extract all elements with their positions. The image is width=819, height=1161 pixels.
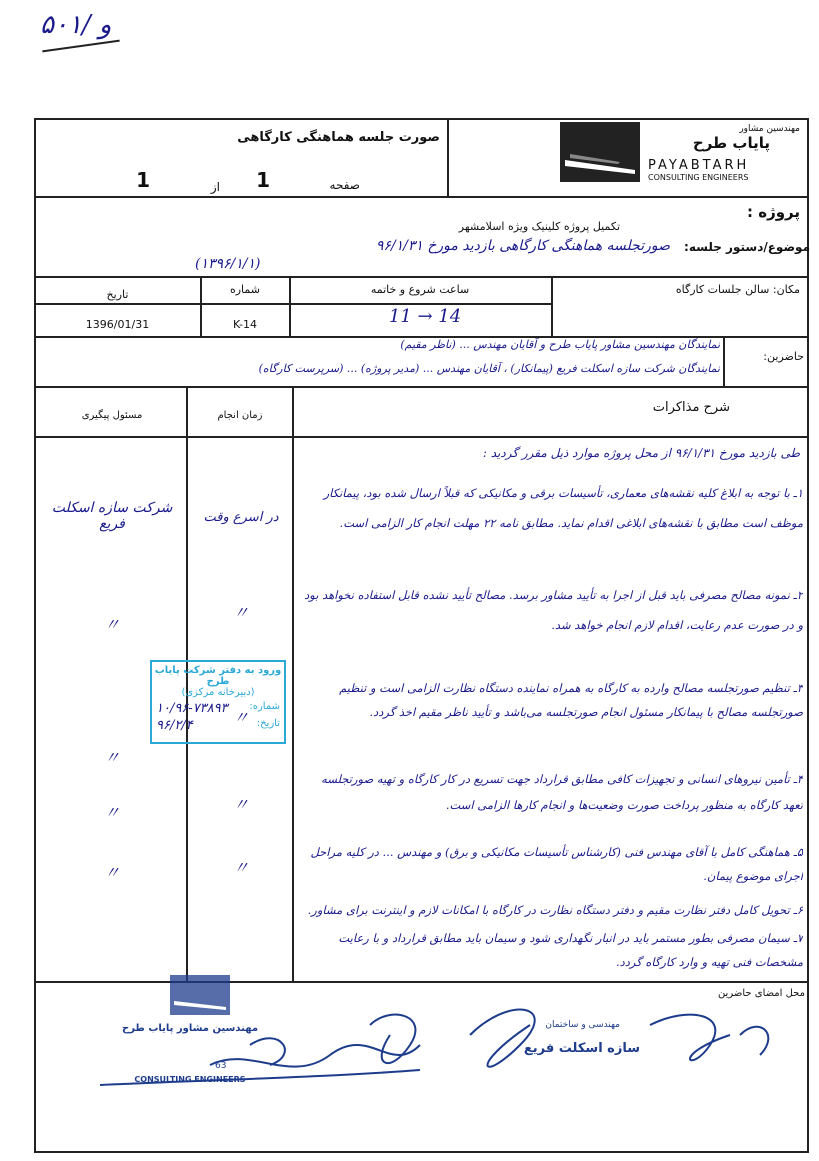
signature-7	[100, 1070, 420, 1085]
responsible-3: 〃	[103, 748, 120, 767]
receipt-date-label: تاریخ:	[256, 718, 280, 729]
time-value: 11 → 14	[388, 306, 462, 327]
responsible-1: شرکت سازه اسکلت فریع	[51, 500, 173, 532]
receipt-date-value: ۹۶/۲/۴	[156, 718, 193, 733]
responsible-4: 〃	[103, 803, 120, 822]
company-logo	[560, 122, 640, 182]
discussion-item-2: ۲ـ نمونه مصالح مصرفی باید قبل از اجرا به تأیید مشاور برسد. مصالح تأیید نشده قابل استفاده نخواهد بود و در صورت عدم رعایت، اقدام لازم انجام خواهد شد.	[304, 588, 803, 632]
table-header-bottom	[34, 436, 809, 438]
company-top: مهندسین مشاور	[739, 124, 800, 134]
page-label: صفحه	[329, 178, 360, 192]
number-value: K-14	[232, 318, 258, 331]
attendees-label: حاضرین:	[763, 350, 804, 363]
discussion-item-5: ۵ـ هماهنگی کامل با آقای مهندس فنی (کارشناس تأسیسات مکانیکی و برق) و مهندس ... در کلیه مراحل اجرای موضوع پیمان.	[310, 845, 803, 883]
responsible-2: 〃	[103, 615, 120, 634]
header-divider-v	[447, 118, 449, 198]
deadline-2: 〃	[232, 603, 249, 622]
subject-label: موضوع/دستور جلسه:	[684, 240, 810, 254]
company-sub-en: CONSULTING ENGINEERS	[648, 173, 749, 182]
meta-v1	[200, 276, 202, 336]
consultant-stamp-en: CONSULTING ENGINEERS	[134, 1075, 246, 1084]
attendees-line2: نمایندگان شرکت سازه اسکلت فریع (پیمانکار) ، آقایان مهندس ... (مدیر پروژه) ... (سرپرست کارگاه)	[258, 362, 720, 375]
deadline-1: در اسرع وقت	[203, 510, 279, 525]
contractor-stamp-top: مهندسی و ساختمان	[545, 1020, 620, 1030]
discussion-item-4: ۴ـ تأمین نیروهای انسانی و تجهیزات کافی مطابق قرارداد جهت تسریع در کار کارگاه و تهیه صورتجلسه تعهد کارگاه به منظور پرداخت صورت وضعیت‌ها و انجام کارها الزامی است.	[321, 772, 803, 812]
signatures-label: محل امضای حاضرین	[717, 988, 805, 999]
deadline-3: 〃	[232, 708, 249, 727]
meta-v3	[551, 276, 553, 336]
receipt-stamp-sub: (دبیرخانه مرکزی)	[181, 687, 255, 698]
project-label: پروژه :	[747, 203, 800, 221]
deadline-4: 〃	[232, 795, 249, 814]
time-label: ساعت شروع و خاتمه	[370, 283, 470, 296]
signature-6	[740, 1027, 768, 1055]
receipt-stamp-title: ورود به دفتر شرکت پایاب طرح	[154, 665, 282, 687]
responsible-header: مسئول پیگیری	[81, 410, 143, 421]
discussion-item-1: ۱ـ با توجه به ابلاغ کلیه نقشه‌های معماری، تأسیسات برقی و مکانیکی که قبلاً ارسال شده بود، پیمانکار موظف است مطابق با نقشه‌های ابلاغی اقدام نماید. مطابق نامه ۲۲ مهلت انجام کار الزامی است.	[323, 486, 803, 530]
responsible-5: 〃	[103, 863, 120, 882]
page-total: 1	[136, 168, 150, 192]
contractor-stamp-name: سازه اسکلت فریع	[523, 1041, 640, 1056]
meta-row-mid	[34, 303, 552, 305]
corner-note: ۵۰۱/ و	[40, 10, 112, 40]
attendees-line1: نمایندگان مهندسین مشاور پایاب طرح و آقایان مهندس ... (ناظر مقیم)	[400, 338, 720, 351]
receipt-number-label: شماره:	[249, 701, 280, 712]
logo-graphic-icon	[560, 122, 640, 182]
page-current: 1	[256, 168, 270, 192]
date-value: 1396/01/31	[85, 318, 150, 331]
attendees-divider-v	[723, 336, 725, 386]
signature-3	[370, 1015, 415, 1064]
page-of: از	[210, 180, 220, 194]
table-v2	[292, 386, 294, 981]
deadline-5: 〃	[232, 858, 249, 877]
project-name: تکمیل پروژه کلینیک ویژه اسلامشهر	[458, 220, 620, 233]
subject-text: صورتجلسه هماهنگی کارگاهی بازدید مورخ ۹۶/۱/۳۱	[375, 238, 670, 254]
deadline-header: زمان انجام	[217, 410, 263, 421]
header-bottom	[34, 196, 809, 198]
corner-underline	[42, 40, 120, 53]
form-title: صورت جلسه هماهنگی کارگاهی	[237, 130, 440, 145]
signatures	[90, 985, 810, 1155]
attendees-bottom	[34, 386, 809, 388]
location-label: مکان: سالن جلسات کارگاه	[675, 283, 800, 296]
date-label: تاریخ	[106, 288, 129, 301]
company-name-fa: پایاب طرح	[692, 134, 770, 152]
discussion-intro: طی بازدید مورخ ۹۶/۱/۳۱ از محل پروژه موارد ذیل مقرر گردید :	[482, 446, 800, 460]
receipt-number-value: ۱۰/۹۶-۷۳۸۹۳	[156, 701, 228, 716]
company-name-en: PAYABTARH	[648, 158, 750, 173]
number-label: شماره	[229, 283, 260, 296]
consultant-stamp-num: 63	[215, 1061, 227, 1071]
discussion-item-3: ۳ـ تنظیم صورتجلسه مصالح وارده به کارگاه به همراه نماینده دستگاه نظارت الزامی است و تنظیم صورتجلسه مصالح با پیمانکار مسئول انجام صورتجلسه می‌باشد و تأیید ناظر مقیم اخذ گردد.	[339, 681, 803, 719]
signature-5	[650, 1015, 730, 1061]
subject-underline	[34, 276, 809, 278]
consultant-stamp-fa: مهندسین مشاور پایاب طرح	[121, 1023, 259, 1034]
meta-v2	[289, 276, 291, 336]
discussion-header: شرح مذاکرات	[652, 400, 730, 415]
subject-ref: (۱۳۹۶/۱/۱)	[195, 256, 261, 272]
receipt-stamp	[150, 660, 286, 744]
signature-4	[470, 1010, 535, 1067]
discussion-item-7: ۷ـ سیمان مصرفی بطور مستمر باید در انبار نگهداری شود و سیمان باید مطابق قرارداد و با رعایت مشخصات فنی تهیه و وارد کارگاه گردد.	[338, 931, 803, 969]
discussion-item-6: ۶ـ تحویل کامل دفتر نظارت مقیم و دفتر دستگاه نظارت در کارگاه با امکانات لازم و اینترنت برای مشاور.	[307, 903, 803, 917]
